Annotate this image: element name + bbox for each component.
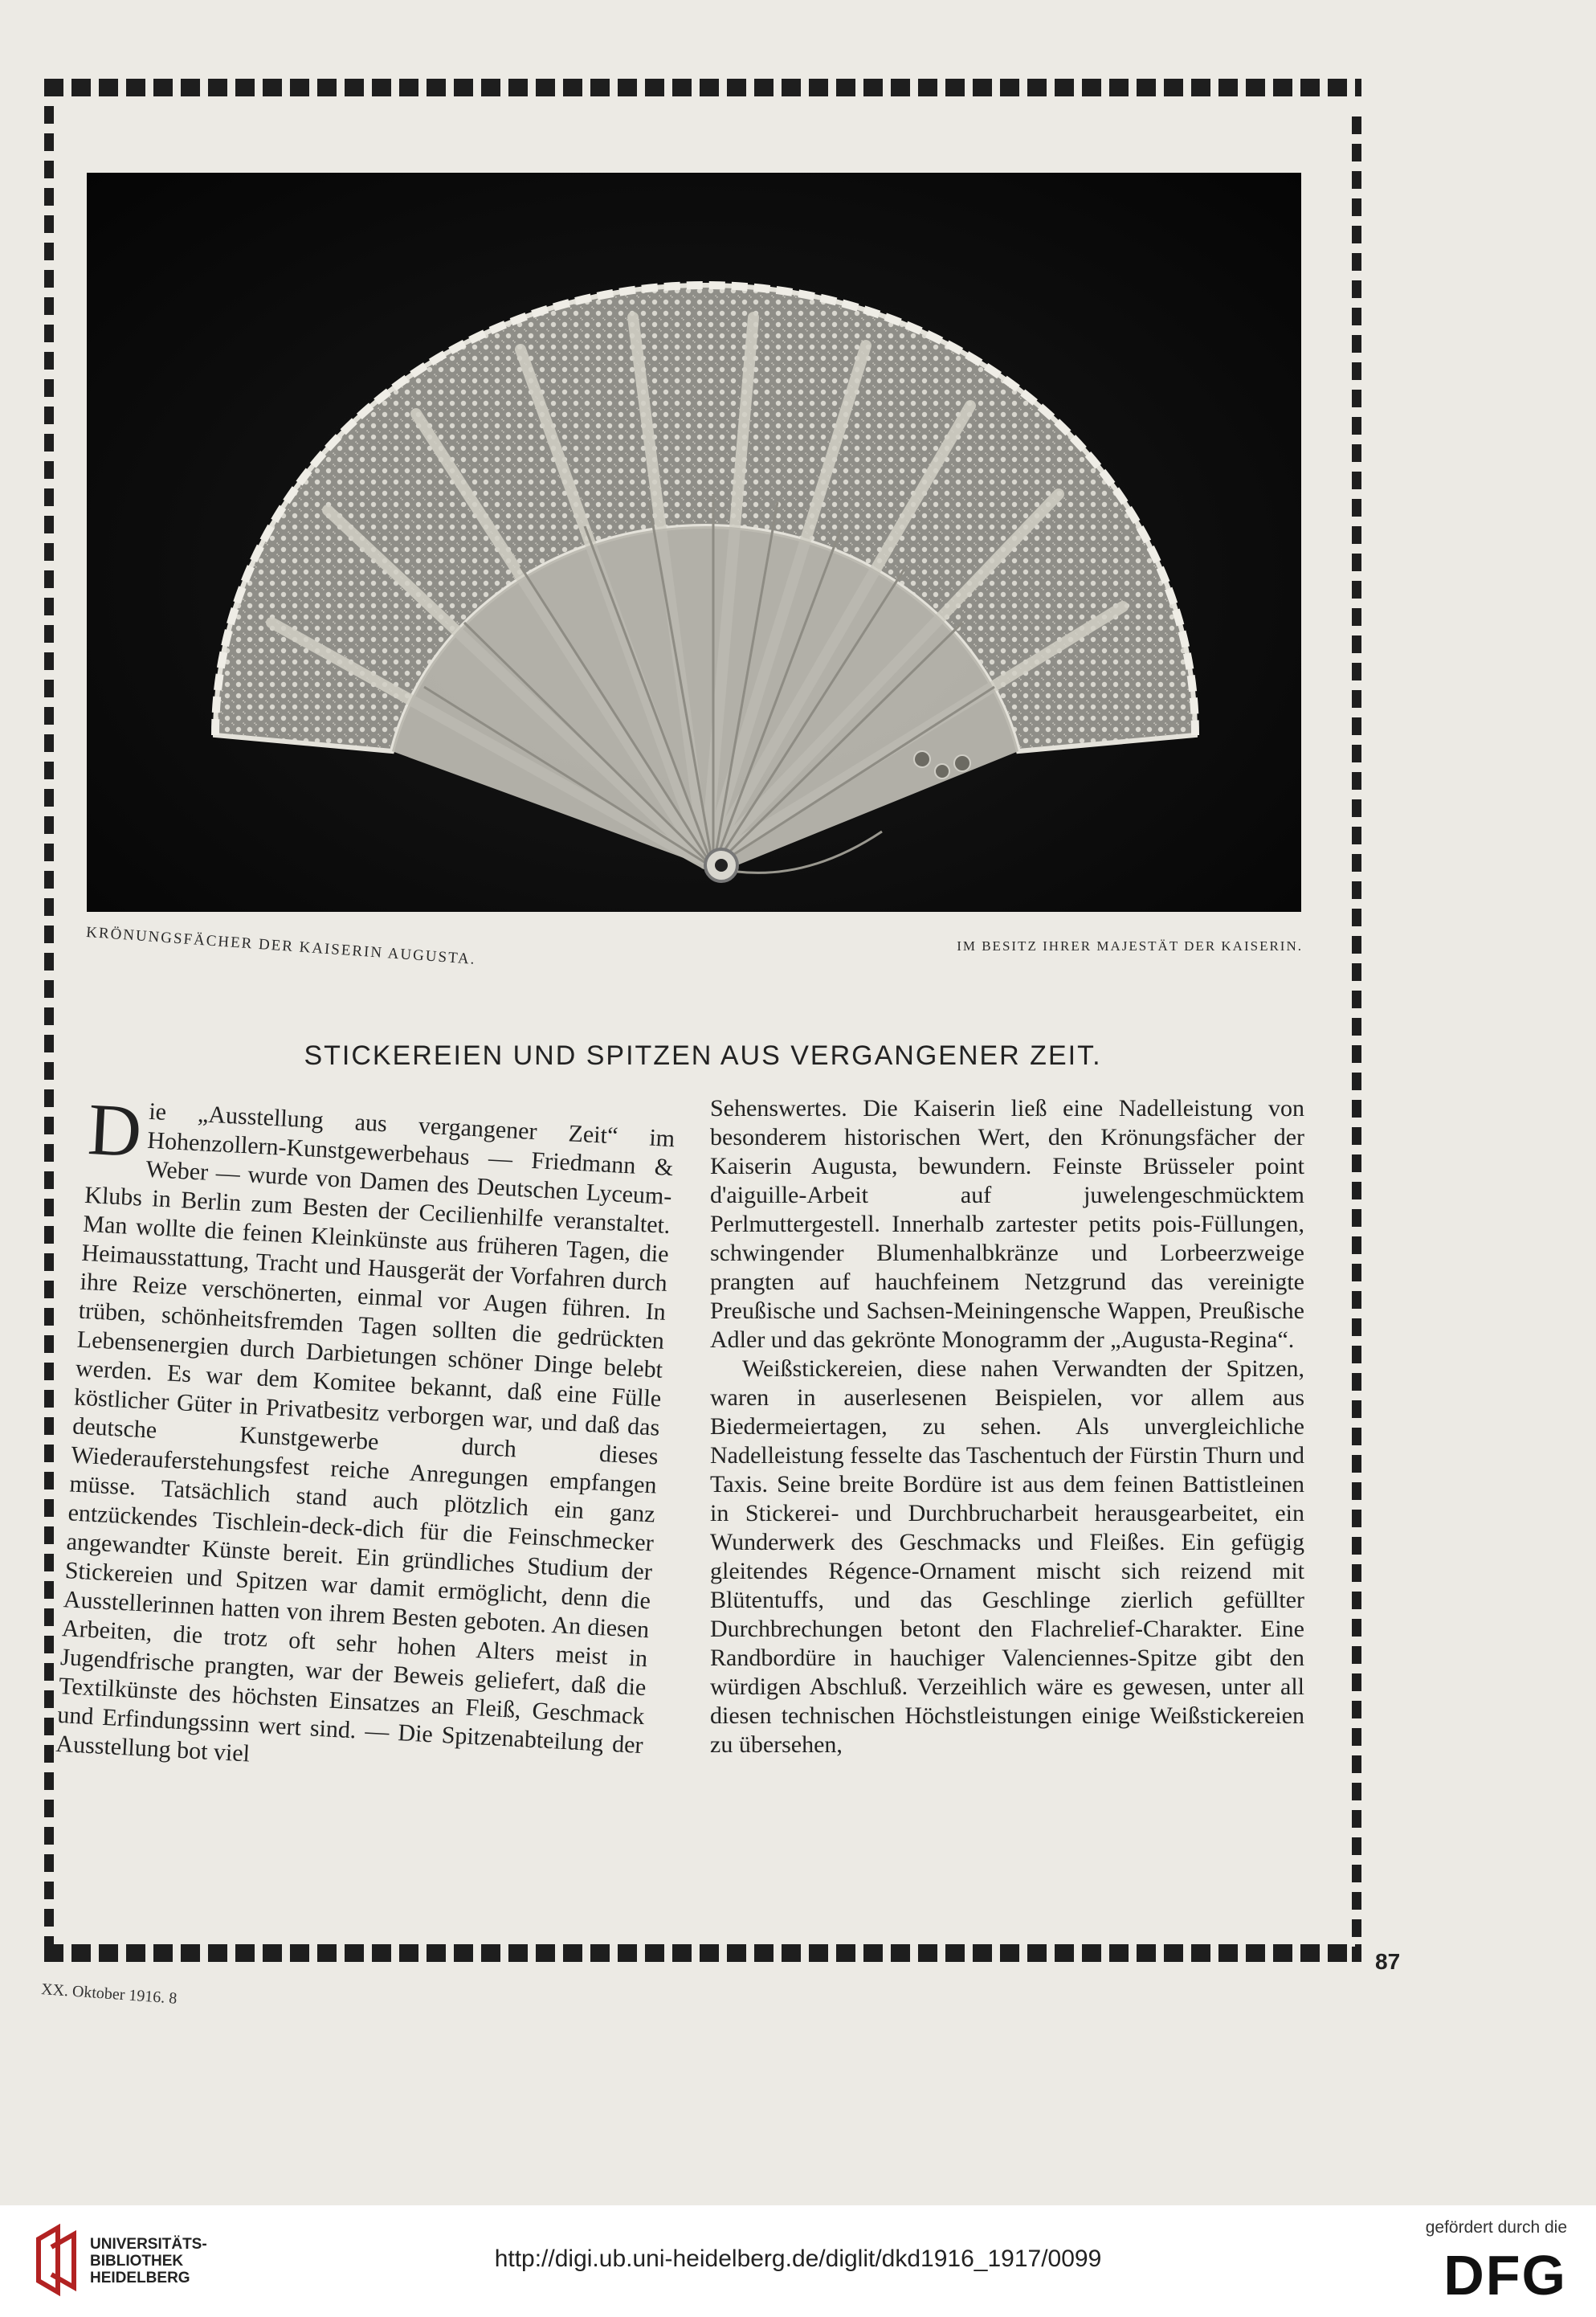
- library-name-line: HEIDELBERG: [90, 2270, 190, 2286]
- page-number: 87: [1375, 1949, 1401, 1974]
- page-border-bottom: [44, 1944, 1361, 1962]
- paragraph: [55, 1088, 676, 1789]
- article-title: STICKEREIEN UND SPITZEN AUS VERGANGENER ZEIT.: [304, 1040, 1102, 1071]
- issue-line: XX. Oktober 1916. 8: [40, 1980, 178, 2008]
- lace-fan-illustration: [87, 173, 1301, 912]
- page-border-left: [44, 79, 54, 1962]
- library-name-line: UNIVERSITÄTS-: [90, 2236, 207, 2253]
- source-url-link[interactable]: http://digi.ub.uni-heidelberg.de/diglit/dkd1916_1917/0099: [494, 2245, 1102, 2272]
- page-border-top: [44, 79, 1361, 96]
- paragraph: Weißstickereien, diese nahen Verwandten der Spitzen, waren in auserlesenen Beispielen, vor allem aus Biedermeiertagen, zu sehen. Als unvergleichliche Nadelleistung fesselte das Taschentuch der Fürstin Thurn und Taxis. Seine breite Bordüre ist aus dem feinen Battistleinen in Stickerei- und Durchbrucharbeit herausgearbeitet, ein Wunderwerk des Geschmacks und Fleißes. Ein gefügig gleitendes Régence-Ornament mischt sich reizend mit Blütentuffs, und das Geschlinge zierlich gefüllter Durchbrechungen betont den Flachrelief-Charakter. Eine Randbordüre in hauchiger Valenciennes-Spitze gibt den würdigen Abschluß. Verzeihlich wäre es gewesen, unter all diesen technischen Höchstleistungen einige Weißstickereien zu übersehen,: [710, 1355, 1304, 1758]
- library-name-line: BIBLIOTHEK: [90, 2253, 184, 2270]
- figure-caption-left: KRÖNUNGSFÄCHER DER KAISERIN AUGUSTA.: [85, 924, 477, 968]
- page-border-right: [1352, 116, 1361, 1962]
- text-column-left: [55, 1088, 676, 1789]
- drop-cap: D: [86, 1088, 144, 1173]
- digitization-banner: [0, 2205, 1596, 2317]
- text-column-right: [710, 1094, 1304, 1759]
- fan-photograph: [87, 173, 1301, 912]
- dfg-logo: DFG: [1443, 2244, 1567, 2307]
- funding-note: gefördert durch die: [1425, 2218, 1567, 2237]
- figure-caption-right: IM BESITZ IHRER MAJESTÄT DER KAISERIN.: [957, 938, 1303, 954]
- paragraph: Sehenswertes. Die Kaiserin ließ eine Nadelleistung von besonderem historischen Wert, den Krönungsfächer der Kaiserin Augusta, bewundern. Feinste Brüsseler point d'aiguille-Arbeit auf juwelengeschmücktem Perlmuttergestell. Innerhalb zartester petits pois-Füllungen, schwingender Blumenhalbkränze und Lorbeerzweige prangten auf hauchfeinem Netzgrund das vereinigte Preußische und Sachsen-Meiningensche Wappen, Preußische Adler und das gekrönte Monogramm der „Augusta-Regina“.: [710, 1095, 1304, 1353]
- paragraph-text: ie „Ausstellung aus vergangener Zeit“ im Hohenzollern-Kunstgewerbehaus — Friedmann & Weber — wurde von Damen des Deutschen Lyceum-Klubs in Berlin zum Besten der Cecilienhilfe veranstaltet. Man wollte die feinen Kleinkünste aus früheren Tagen, die Heimausstattung, Tracht und Hausgerät der Vorfahren durch ihre Reize verschönerten, einmal vor Augen führen. In trüben, schönheitsfremden Tagen sollten die gedrückten Lebensenergien durch Darbietungen schöner Dinge belebt werden. Es war dem Komitee bekannt, daß eine Fülle köstlicher Güter in Privatbesitz verborgen war, und daß das deutsche Kunstgewerbe durch dieses Wiederauferstehungsfest reiche Anregungen empfangen müsse. Tatsächlich stand auch plötzlich ein ganz entzückendes Tischlein-deck-dich für die Feinschmecker angewandter Künste bereit. Ein gründliches Studium der Stickereien und Spitzen war damit ermöglicht, denn die Ausstellerinnen hatten von ihrem Besten geboten. An diesen Arbeiten, die trotz oft sehr hohen Alters meist in Jugendfrische prangten, war der Beweis geliefert, daß die Textilkünste des höchsten Einsatzes an Fleiß, Geschmack und Erfindungssinn wert sind. — Die Spitzenabteilung der Ausstellung bot viel: [55, 1097, 676, 1767]
